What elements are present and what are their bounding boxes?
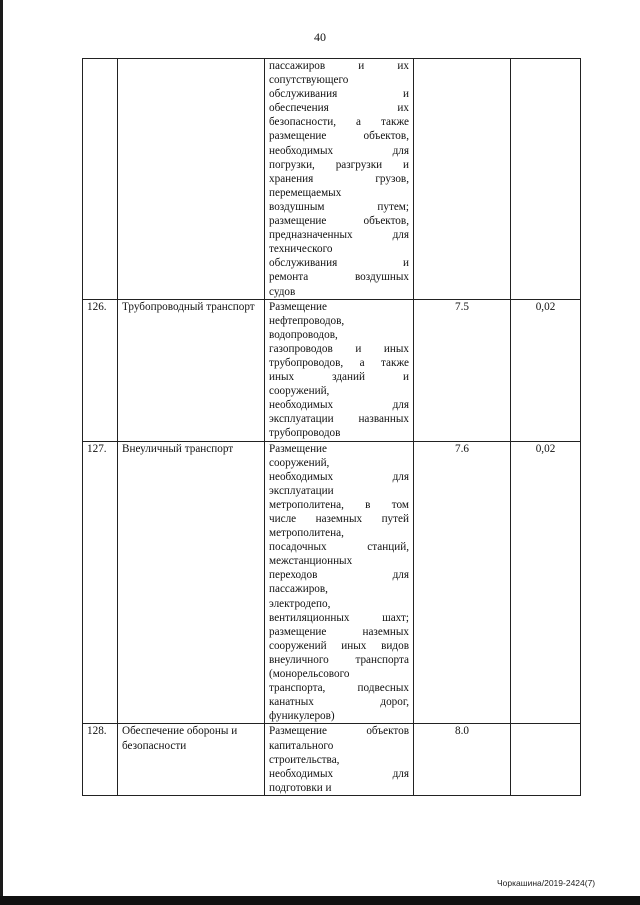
land-use-description bbox=[265, 441, 414, 724]
description-line: фуникулеров) bbox=[269, 710, 335, 723]
classifier-code: 8.0 bbox=[414, 724, 511, 795]
description-line: посадочных станций, bbox=[269, 541, 409, 554]
description-line: пассажиров, bbox=[269, 583, 328, 596]
description-line: перемещаемых bbox=[269, 186, 342, 199]
land-use-name: Внеуличный транспорт bbox=[118, 441, 265, 724]
description-line: сооружений иных видов bbox=[269, 639, 409, 652]
description-line: внеуличного транспорта bbox=[269, 653, 409, 666]
description-line: размещение объектов, bbox=[269, 130, 409, 143]
description-line: Размещение bbox=[269, 442, 328, 455]
description-line: сопутствующего bbox=[269, 74, 349, 87]
description-line: размещение наземных bbox=[269, 625, 409, 638]
row-number bbox=[83, 59, 118, 300]
description-line: канатных дорог, bbox=[269, 696, 409, 709]
description-line: (монорельсового bbox=[269, 668, 350, 681]
description-line: необходимых для bbox=[269, 144, 409, 157]
table-row bbox=[83, 724, 581, 795]
description-line: числе наземных путей bbox=[269, 513, 409, 525]
description-line: необходимых для bbox=[269, 767, 409, 780]
page-number: 40 bbox=[314, 30, 326, 44]
description-line: пассажиров и их bbox=[269, 60, 409, 72]
land-use-name bbox=[118, 59, 265, 300]
land-use-description bbox=[265, 299, 414, 441]
coefficient-value bbox=[511, 724, 581, 795]
row-number: 128. bbox=[83, 724, 118, 795]
description-line: Размещение объектов bbox=[269, 725, 409, 738]
description-line: эксплуатации названных bbox=[269, 413, 409, 426]
land-use-name: Обеспечение обороны и безопасности bbox=[118, 724, 265, 795]
description-line: обслуживания и bbox=[269, 88, 409, 101]
description-line: технического bbox=[269, 243, 333, 256]
description-line: Размещение bbox=[269, 300, 328, 313]
description-line: метрополитена, bbox=[269, 527, 344, 540]
description-line: размещение объектов, bbox=[269, 215, 409, 228]
description-line: ремонта воздушных bbox=[269, 271, 409, 284]
table-row bbox=[83, 59, 581, 300]
row-number: 126. bbox=[83, 299, 118, 441]
description-line: необходимых для bbox=[269, 399, 409, 412]
description-line: нефтепроводов, bbox=[269, 314, 345, 327]
description-line: межстанционных bbox=[269, 555, 353, 568]
description-line: вентиляционных шахт; bbox=[269, 611, 409, 624]
table-row bbox=[83, 441, 581, 724]
description-line: подготовки и bbox=[269, 781, 332, 794]
description-line: водопроводов, bbox=[269, 328, 338, 341]
classifier-code: 7.6 bbox=[414, 441, 511, 724]
description-line: воздушным путем; bbox=[269, 200, 409, 213]
scan-bottom-edge bbox=[0, 896, 640, 905]
description-line: обслуживания и bbox=[269, 257, 409, 270]
description-line: сооружений, bbox=[269, 456, 330, 469]
description-line: трубопроводов, а также bbox=[269, 356, 409, 369]
coefficient-value: 0,02 bbox=[511, 441, 581, 724]
land-use-table bbox=[82, 58, 581, 796]
description-line: трубопроводов bbox=[269, 427, 341, 440]
land-use-name: Трубопроводный транспорт bbox=[118, 299, 265, 441]
document-code: Чоркашина/2019-2424(7) bbox=[497, 878, 596, 888]
description-line: газопроводов и иных bbox=[269, 342, 409, 355]
land-use-description bbox=[265, 59, 414, 300]
table-row bbox=[83, 299, 581, 441]
description-line: погрузки, разгрузки и bbox=[269, 158, 409, 171]
description-line: предназначенных для bbox=[269, 229, 409, 242]
description-line: транспорта, подвесных bbox=[269, 682, 409, 695]
description-line: хранения грузов, bbox=[269, 172, 409, 185]
description-line: иных зданий и bbox=[269, 371, 409, 384]
land-use-description bbox=[265, 724, 414, 795]
classifier-code bbox=[414, 59, 511, 300]
description-line: сооружений, bbox=[269, 385, 330, 398]
scan-edge bbox=[0, 0, 3, 905]
description-line: необходимых для bbox=[269, 470, 409, 483]
description-line: безопасности, а также bbox=[269, 116, 409, 129]
description-line: электродепо, bbox=[269, 597, 331, 610]
coefficient-value bbox=[511, 59, 581, 300]
description-line: обеспечения их bbox=[269, 102, 409, 115]
description-line: эксплуатации bbox=[269, 484, 334, 497]
description-line: переходов для bbox=[269, 569, 409, 582]
description-line: судов bbox=[269, 285, 296, 298]
row-number: 127. bbox=[83, 441, 118, 724]
classifier-code: 7.5 bbox=[414, 299, 511, 441]
coefficient-value: 0,02 bbox=[511, 299, 581, 441]
description-line: строительства, bbox=[269, 753, 340, 766]
description-line: капитального bbox=[269, 739, 334, 752]
description-line: метрополитена, в том bbox=[269, 498, 409, 511]
